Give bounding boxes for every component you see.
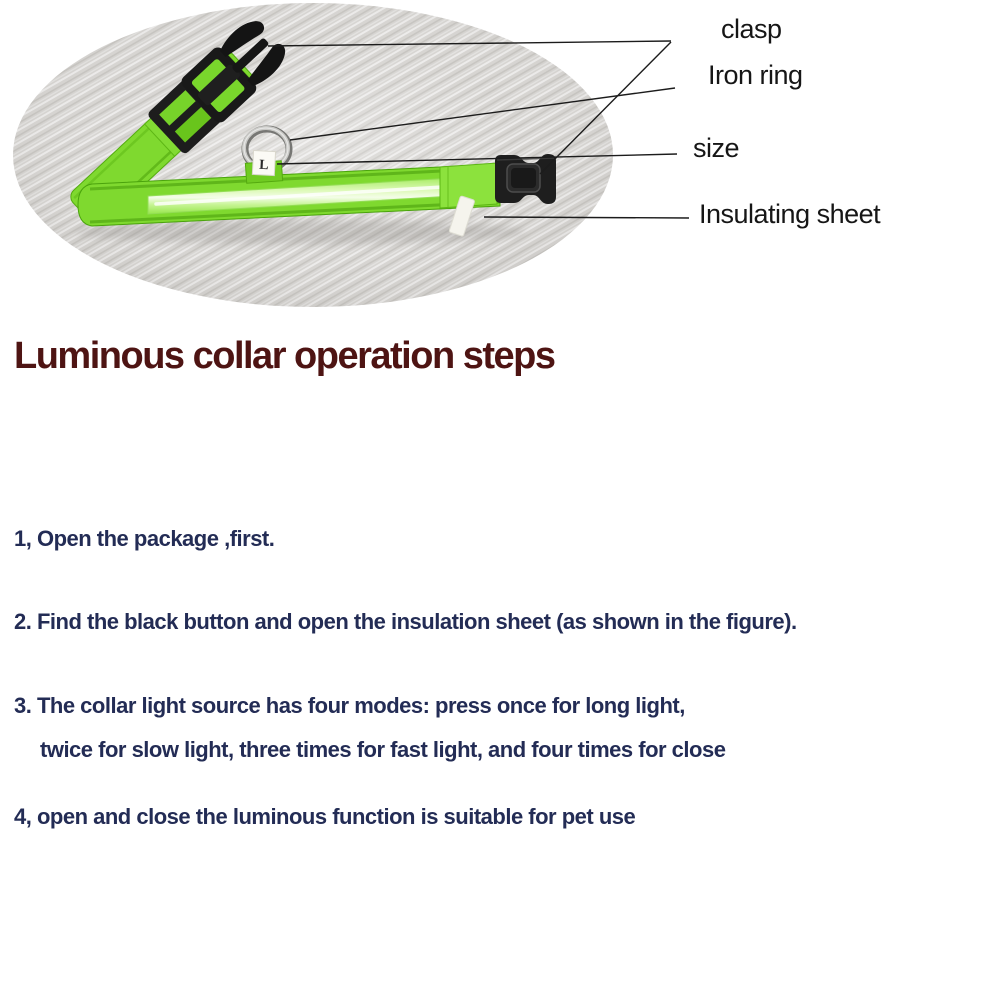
label-clasp: clasp bbox=[721, 14, 782, 44]
label-insulating-sheet: Insulating sheet bbox=[699, 199, 881, 229]
size-tag bbox=[252, 150, 275, 175]
size-tag-letter: L bbox=[258, 157, 269, 174]
label-size: size bbox=[693, 133, 740, 163]
label-iron-ring: Iron ring bbox=[708, 60, 803, 90]
step-3-line-2: twice for slow light, three times for fast light, and four times for close bbox=[40, 737, 726, 762]
callout-line-insulating-sheet bbox=[484, 217, 689, 218]
product-photo bbox=[0, 0, 1000, 332]
step-1: 1, Open the package ,first. bbox=[14, 526, 275, 551]
step-3-line-1: 3. The collar light source has four modes: press once for long light, bbox=[14, 693, 685, 718]
section-heading: Luminous collar operation steps bbox=[14, 335, 555, 377]
step-4: 4, open and close the luminous function is suitable for pet use bbox=[14, 804, 636, 829]
step-2: 2. Find the black button and open the insulation sheet (as shown in the figure). bbox=[14, 609, 797, 634]
fabric-background bbox=[13, 3, 613, 307]
